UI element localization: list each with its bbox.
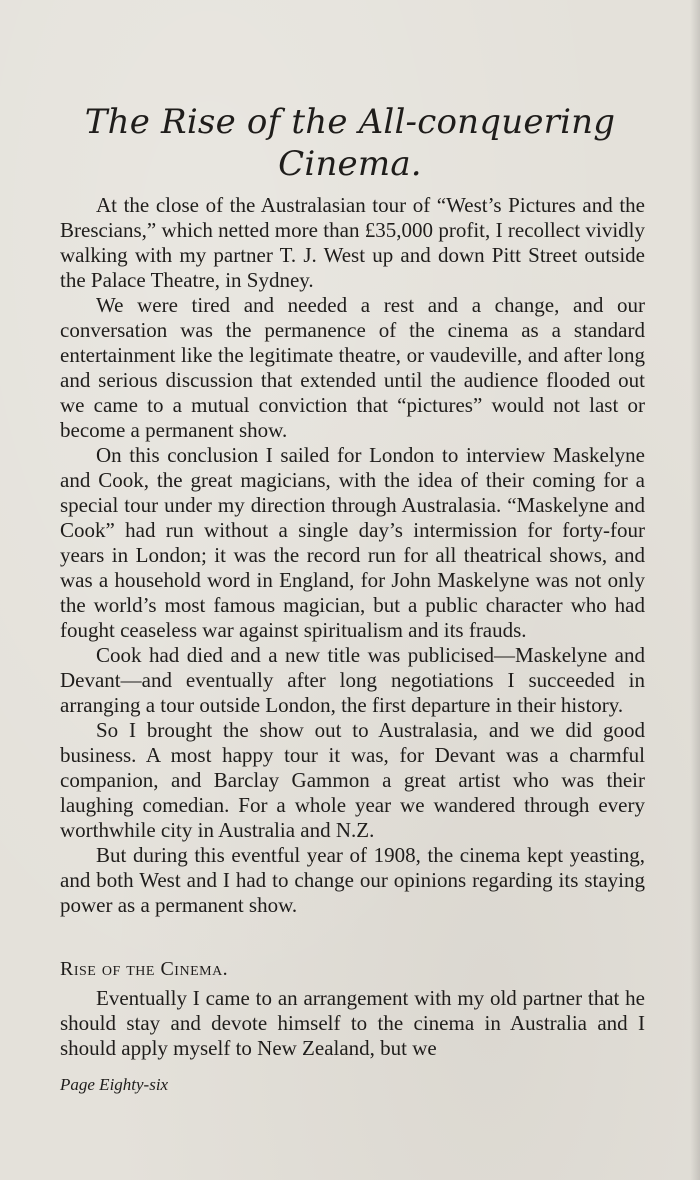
- paragraph: Eventually I came to an arrangement with my old partner that he should stay and devote himself to the cinema in Australia and I should apply myself to New Zealand, but we: [60, 986, 645, 1060]
- paragraph: So I brought the show out to Australasia, and we did good business. A most happy tour it was, for Devant was a charmful companion, and Barclay Gammon a great artist who was their laughing comedian. For a whole year we wandered through every worthwhile city in Australia and N.Z.: [60, 718, 645, 842]
- page-footer: Page Eighty-six: [60, 1075, 169, 1094]
- chapter-title-line-2: Cinema.: [278, 144, 422, 184]
- paragraph: We were tired and needed a rest and a change, and our conversation was the permanence of the cinema as a standard entertainment like the legitimate theatre, or vaudeville, and after long and serious discussion that extended until the audience flooded out we came to a mutual conviction that “pictures” would not last or become a permanent show.: [60, 293, 645, 442]
- paragraph: At the close of the Australasian tour of “West’s Pictures and the Brescians,” which netted more than £35,000 profit, I recollect vividly walking with my partner T. J. West up and down Pitt Street outside the Palace Theatre, in Sydney.: [60, 193, 645, 292]
- body-text-continued: [60, 986, 645, 1061]
- body-text: [60, 193, 645, 918]
- paragraph: But during this eventful year of 1908, the cinema kept yeasting, and both West and I had to change our opinions regarding its staying power as a permanent show.: [60, 843, 645, 917]
- paragraph: On this conclusion I sailed for London to interview Maskelyne and Cook, the great magicians, with the idea of their coming for a special tour under my direction through Australasia. “Maskelyne and Cook” had run without a single day’s intermission for forty-four years in London; it was the record run for all theatrical shows, and was a household word in England, for John Maskelyne was not only the world’s most famous magician, but a public character who had fought ceaseless war against spiritualism and its frauds.: [60, 443, 645, 642]
- paragraph: Cook had died and a new title was publicised—Maskelyne and Devant—and eventually after long negotiations I succeeded in arranging a tour outside London, the first departure in their history.: [60, 643, 645, 717]
- chapter-title-line-1: The Rise of the All-conquering: [84, 102, 616, 142]
- section-subheading: Rise of the Cinema.: [60, 958, 229, 980]
